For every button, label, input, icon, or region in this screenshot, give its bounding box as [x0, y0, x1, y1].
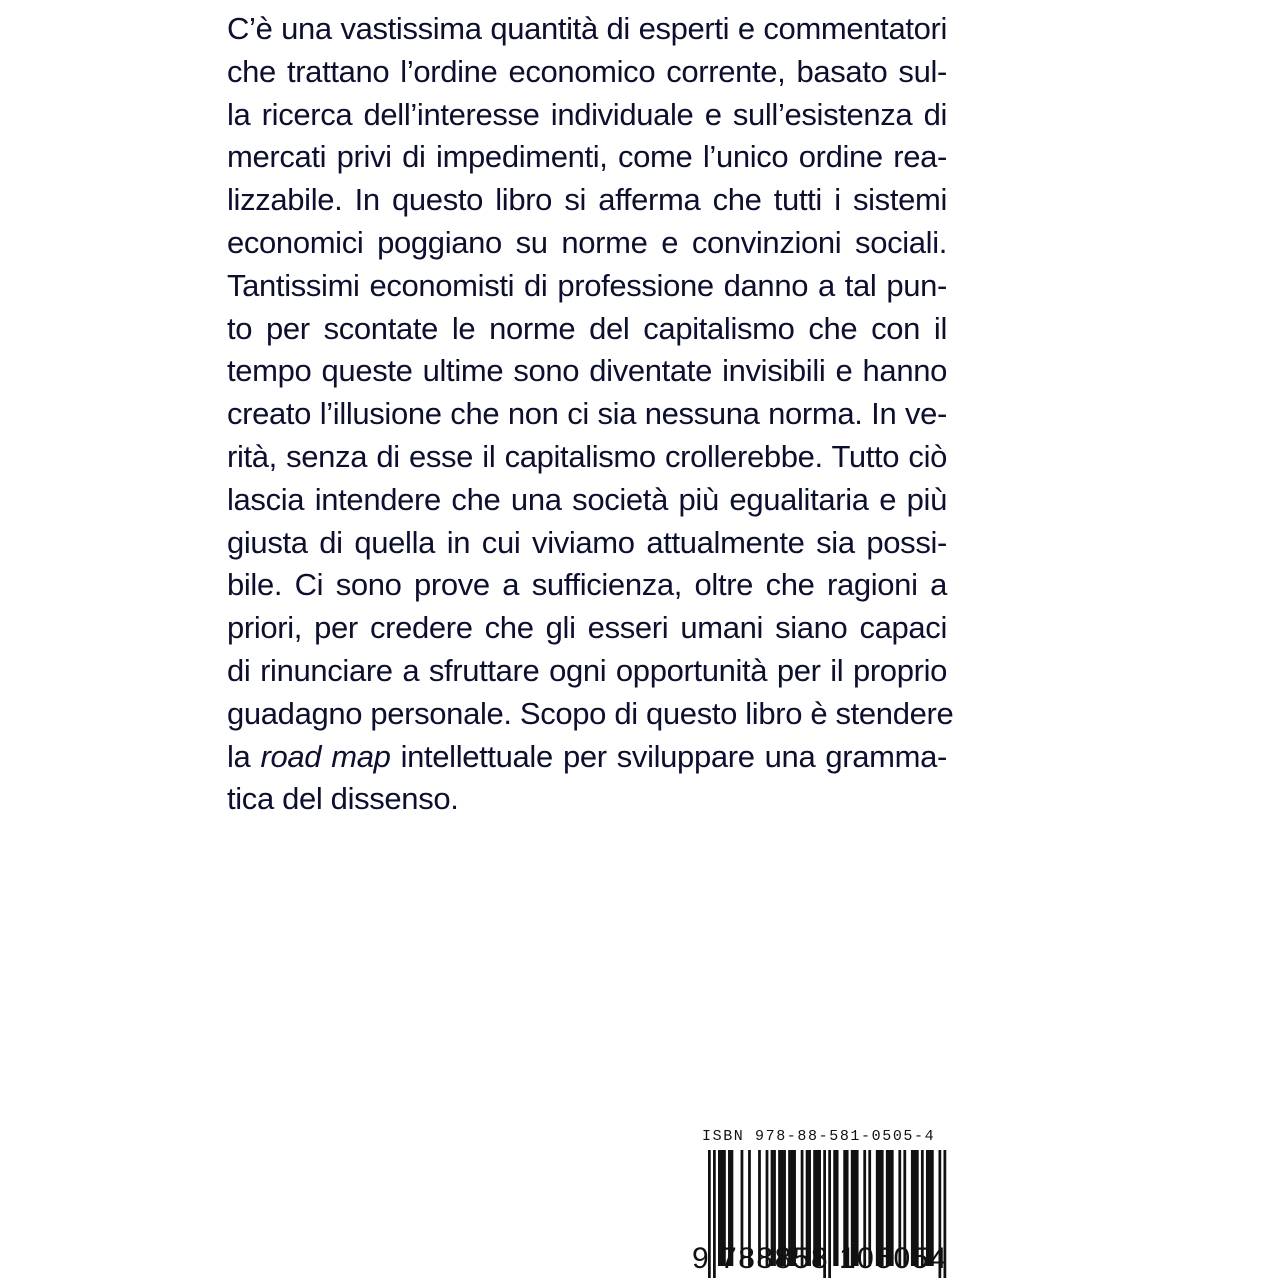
blurb-line: lascia intendere che una società più egualitaria e più [227, 481, 947, 517]
blurb-line: guadagno personale. Scopo di questo libro è stendere [227, 695, 954, 731]
blurb-line: rità, senza di esse il capitalismo crollerebbe. Tutto ciò [227, 438, 947, 474]
blurb-line: tempo queste ultime sono diventate invisibili e hanno [227, 353, 947, 389]
blurb-line: la ricerca dell’interesse individuale e sull’esistenza di [227, 96, 947, 132]
blurb-text-segment: la [227, 738, 261, 774]
blurb-line: priori, per credere che gli esseri umani siano capaci [227, 610, 947, 646]
blurb-line: di rinunciare a sfruttare ogni opportunità per il proprio [227, 652, 947, 688]
blurb-line-with-italic [227, 736, 947, 779]
blurb-line: bile. Ci sono prove a sufficienza, oltre che ragioni a [227, 567, 947, 603]
blurb-line: economici poggiano su norme e convinzioni sociali. [227, 224, 947, 260]
blurb-line: C’è una vastissima quantità di esperti e commentatori [227, 11, 947, 46]
blurb-line: to per scontate le norme del capitalismo che con il [227, 310, 947, 346]
blurb-line: mercati privi di impedimenti, come l’unico ordine rea- [227, 139, 947, 175]
blurb-line: giusta di quella in cui viviamo attualmente sia possi- [227, 524, 947, 560]
blurb-text [227, 8, 954, 821]
blurb-line: tica del dissenso. [227, 781, 459, 817]
isbn-label: ISBN 978-88-581-0505-4 [702, 1128, 936, 1145]
road-map-italic: road map [260, 738, 391, 774]
blurb-line: Tantissimi economisti di professione danno a tal pun- [227, 267, 947, 303]
ean-digits: 9 788858 105054 [692, 1242, 949, 1275]
blurb-line: che trattano l’ordine economico corrente, basato sul- [227, 53, 947, 89]
blurb-text-segment: intellettuale per sviluppare una gramma- [390, 738, 947, 774]
blurb-line: creato l’illusione che non ci sia nessuna norma. In ve- [227, 396, 947, 432]
blurb-line: lizzabile. In questo libro si afferma che tutti i sistemi [227, 182, 947, 218]
